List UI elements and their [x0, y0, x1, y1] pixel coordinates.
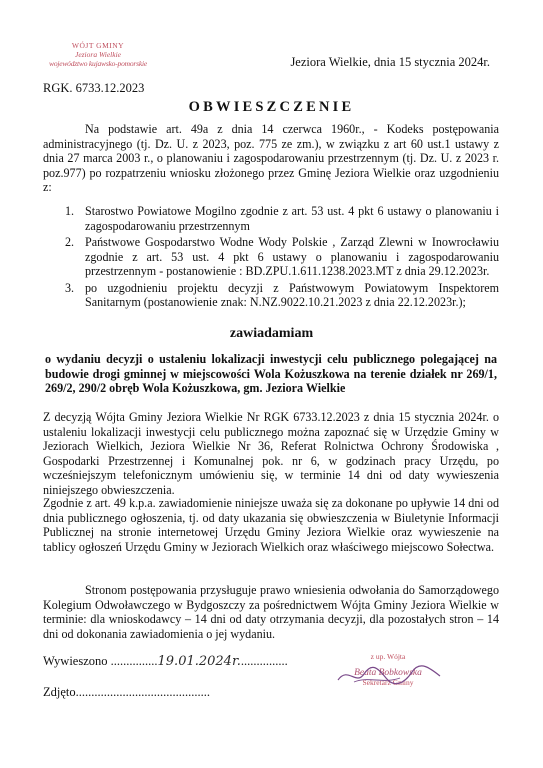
list-item: [43, 235, 499, 279]
list-item-text: Państwowe Gospodarstwo Wodne Wody Polskie , Zarząd Zlewni w Inowrocławiu zgodnie z art. 53 ust. 4 pkt 6 ustawy o planowaniu i zagospodarowaniu przestrzennym - postanowienie : BD.ZPU.1.611.1238.2023.MT z dnia 29.12.2023r.: [85, 235, 499, 278]
signature-prefix: z up. Wójta: [370, 652, 406, 661]
posted-dots-right: ...............: [240, 654, 288, 668]
stamp-line-1: WÓJT GMINY: [71, 41, 125, 50]
signatory-role: Sekretarz Gminy: [362, 678, 414, 687]
posted-date: 19.01.2024r.: [157, 654, 241, 669]
decision-subject: o wydaniu decyzji o ustaleniu lokalizacji inwestycji celu publicznego polegającej na budowie drogi gminnej w miejscowości Wola Kożuszkowa na terenie działek nr 269/1, 269/2, 290/2 obręb Wola Kożuszkowa, gm. Jeziora Wielkie: [45, 352, 497, 395]
place-and-date: Jeziora Wielkie, dnia 15 stycznia 2024r.: [290, 55, 490, 69]
posted-line: [43, 654, 288, 669]
posted-dots-left: ...............: [110, 654, 158, 668]
intro-paragraph: Na podstawie art. 49a z dnia 14 czerwca 1960r., - Kodeks postępowania administracyjnego (tj. Dz. U. z 2023, poz. 775 ze zm.), w związku z art 60 ust.1 ustawy z dnia 27 marca 2003 r., o planowaniu i zagospodarowaniu przestrzennym (tj. Dz. U. z 2023 r. poz.977) po rozpatrzeniu wniosku złożonego przez Gminę Jeziora Wielkie oraz uzgodnieniu z:: [43, 122, 499, 194]
list-item-number: 1.: [65, 204, 75, 218]
body-paragraph-3: Stronom postępowania przysługuje prawo wniesienia odwołania do Samorządowego Kolegium Odwoławczego w Bydgoszczy za pośrednictwem Wójta Gminy Jeziora Wielkie w terminie: dla wnioskodawcy – 14 dni od daty otrzymania decyzji, dla pozostałych stron – 14 dni od dokonania zawiadomienia o jej wydaniu.: [43, 583, 499, 641]
consultation-list: [43, 204, 499, 312]
body-paragraph-1: Z decyzją Wójta Gminy Jeziora Wielkie Nr RGK 6733.12.2023 z dnia 15 stycznia 2024r. o ustaleniu lokalizacji inwestycji celu publicznego można zapoznać się w Urzędzie Gminy w Jeziorach Wielkich, Jeziora Wielkie Nr 36, Referat Rolnictwa Ochrony Środowiska , Gospodarki Przestrzennej i Komunalnej pok. nr 6, w godzinach pracy Urzędu, po wcześniejszym telefonicznym umówieniu się, w terminie 14 dni od daty wywieszenia niniejszego obwieszczenia.: [43, 410, 499, 497]
removed-line: [43, 685, 210, 700]
list-item-number: 3.: [65, 280, 75, 295]
stamp-line-2: Jeziora Wielkie: [74, 50, 122, 59]
stamp-line-3: województwo kujawsko-pomorskie: [49, 59, 147, 68]
document-title: OBWIESZCZENIE: [188, 99, 355, 115]
list-item-text: po uzgodnieniu projektu decyzji z Państwowym Powiatowym Inspektorem Sanitarnym (postanowienie znak: N.NZ.9022.10.21.2023 z dnia 22.12.2023r.);: [85, 280, 499, 309]
announcement-heading: zawiadamiam: [229, 326, 314, 341]
body-paragraph-2: Zgodnie z art. 49 k.p.a. zawiadomienie niniejsze uważa się za dokonane po upływie 14 dni od dnia publicznego ogłoszenia, tj. od daty ukazania się obwieszczenia w Biuletynie Informacji Publicznej na stronie internetowej Urzędu Gminy Jeziora Wielkie oraz wywieszenie na tablicy ogłoszeń Urzędu Gminy w Jeziorach Wielkich oraz właściwego miejscowo Sołectwa.: [43, 496, 499, 554]
posted-label: Wywieszono: [43, 654, 108, 668]
list-item: [43, 204, 499, 233]
signature-scribble: [334, 662, 444, 688]
removed-label: Zdjęto: [43, 685, 76, 699]
reference-number: RGK. 6733.12.2023: [43, 81, 145, 95]
list-item-text: Starostwo Powiatowe Mogilno zgodnie z art. 53 ust. 4 pkt 6 ustawy o planowaniu i zagospodarowaniu przestrzennym: [85, 204, 499, 233]
list-item: [43, 281, 499, 310]
list-item-number: 2.: [65, 235, 75, 249]
signature-stamp: [328, 652, 448, 687]
removed-dots: ...........................................: [75, 685, 211, 699]
office-stamp: [38, 41, 158, 68]
signatory-name: Beata Bobkowska: [354, 668, 422, 678]
